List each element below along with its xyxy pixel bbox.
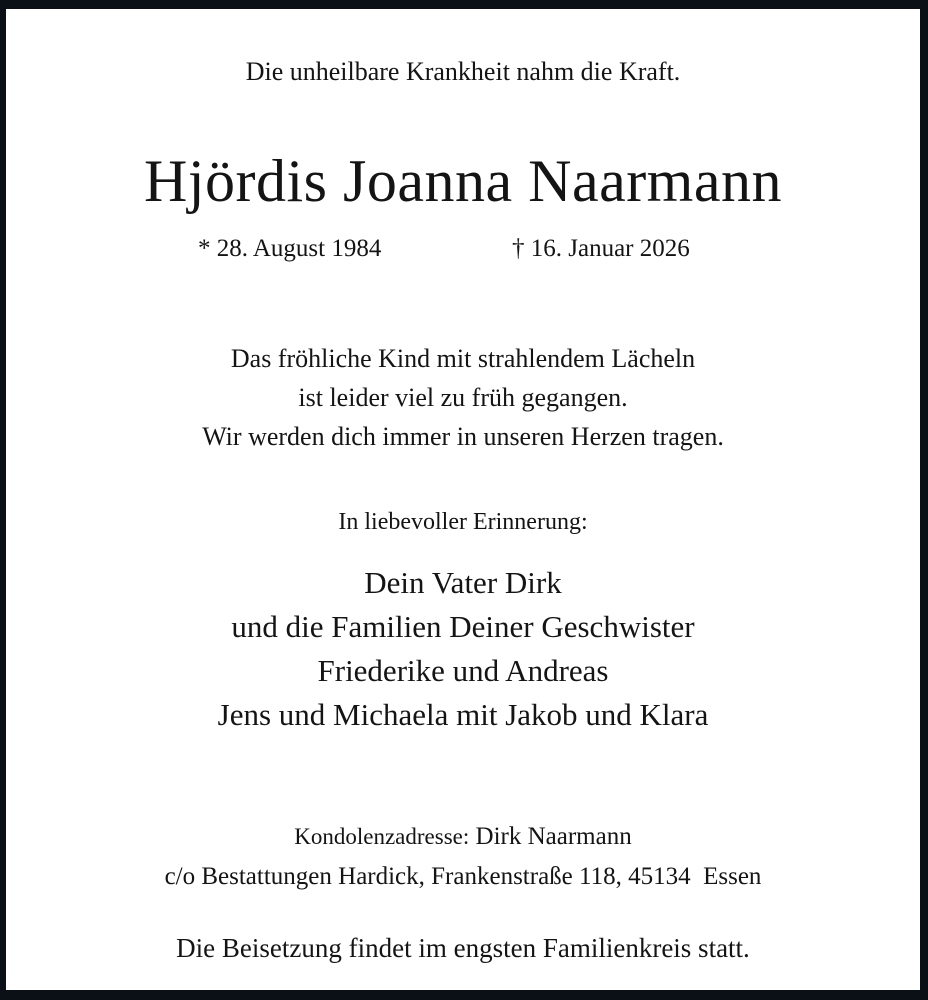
memory-label: In liebevoller Erinnerung: (338, 509, 588, 535)
condolence-block (6, 817, 920, 897)
condolence-address: c/o Bestattungen Hardick, Frankenstraße 118, 45134 Essen (164, 863, 762, 890)
family-line: und die Familien Deiner Geschwister (231, 609, 695, 644)
family-line: Friederike und Andreas (317, 653, 609, 688)
condolence-line (6, 817, 920, 857)
family-list (6, 561, 920, 737)
verse-line: Wir werden dich immer in unseren Herzen tragen. (202, 422, 724, 451)
intro-line: Die unheilbare Krankheit nahm die Kraft. (245, 57, 681, 86)
birth-date: * 28. August 1984 (198, 235, 382, 262)
verse (6, 339, 920, 456)
obituary-notice (6, 9, 920, 990)
verse-line: ist leider viel zu früh gegangen. (298, 383, 628, 412)
burial-note: Die Beisetzung findet im engsten Familienkreis statt. (176, 933, 750, 963)
verse-line: Das fröhliche Kind mit strahlendem Lächeln (230, 344, 696, 373)
family-line: Jens und Michaela mit Jakob und Klara (217, 697, 709, 732)
condolence-name: Dirk Naarmann (475, 823, 632, 850)
family-line: Dein Vater Dirk (364, 565, 562, 600)
condolence-label: Kondolenzadresse: (294, 824, 470, 849)
deceased-name: Hjördis Joanna Naarmann (144, 148, 782, 214)
death-date: † 16. Januar 2026 (512, 235, 690, 262)
